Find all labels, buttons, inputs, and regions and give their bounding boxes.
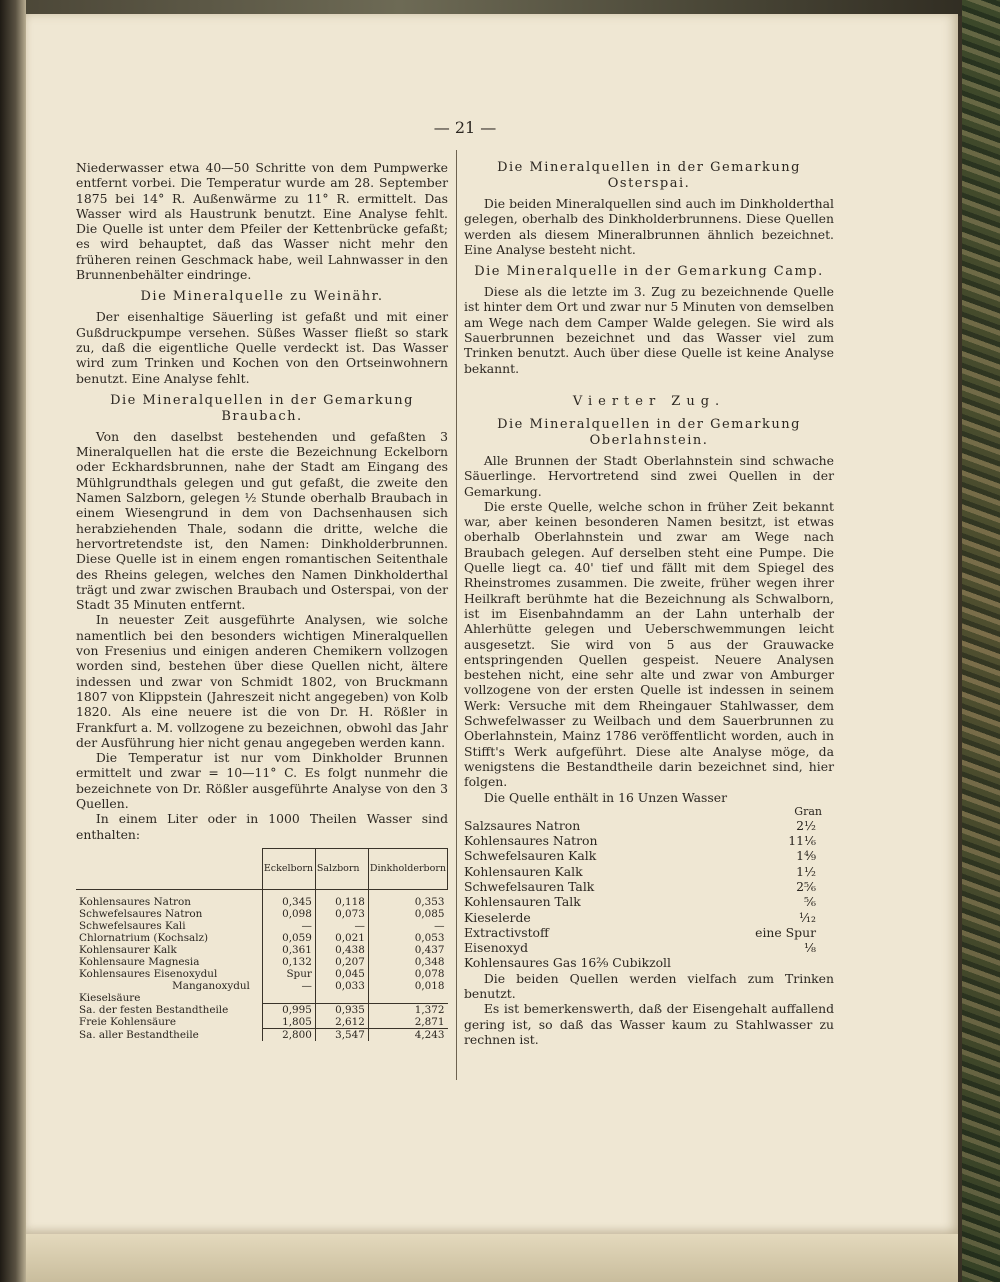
- table-row: [76, 908, 448, 920]
- cell: —: [262, 980, 315, 992]
- paragraph: Diese als die letzte im 3. Zug zu bezeichnende Quelle ist hinter dem Ort und zwar nur 5 Minuten von demselben am Wege nach dem Camper Walde gelegen. Sie wird als Sauerbrunnen bezeichnet und das Wasser viel zum Trinken benutzt. Auch über diese Quelle ist keine Analyse bekannt.: [464, 284, 834, 376]
- table-row: [76, 968, 448, 980]
- row-label: Manganoxydul: [172, 979, 250, 992]
- table-sum-row: [76, 1016, 448, 1029]
- section-heading-vierter-zug: Vierter Zug.: [572, 393, 726, 409]
- cell: [315, 992, 368, 1004]
- row-label: Kohlensaures Eisenoxydul: [79, 967, 218, 980]
- cell: —: [262, 920, 315, 932]
- paragraph: In einem Liter oder in 1000 Theilen Wasser sind enthalten:: [76, 811, 448, 842]
- list-item: Eisenoxyd ⅛: [464, 940, 816, 956]
- cell: 0,995: [262, 1004, 315, 1017]
- list-item: Kohlensaures Natron 11⅙: [464, 833, 816, 849]
- list-item: Kieselerde ¹⁄₁₂: [464, 909, 816, 925]
- column-header: Dinkholderborn: [368, 848, 447, 889]
- cell: 1,805: [262, 1016, 315, 1029]
- section-heading-braubach: Die Mineralquellen in der Gemarkung Braubach.: [110, 392, 414, 424]
- row-label: Sa. aller Bestandtheile: [79, 1028, 199, 1041]
- paragraph: Es ist bemerkenswerth, daß der Eisengehalt auffallend gering ist, so daß das Wasser kaum zu Stahlwasser zu rechnen ist.: [464, 1001, 834, 1047]
- list-item: Schwefelsauren Kalk 1⁴⁄₉: [464, 848, 816, 864]
- cell: 0,132: [262, 956, 315, 968]
- cell: 0,118: [315, 889, 368, 908]
- column-separator: [456, 150, 457, 1080]
- cell: 0,045: [315, 968, 368, 980]
- table-corner: [76, 848, 262, 889]
- row-label: Chlornatrium (Kochsalz): [79, 931, 209, 944]
- table-row: [76, 920, 448, 932]
- cell: 1,372: [368, 1004, 447, 1017]
- analysis-table: [76, 848, 448, 1042]
- table-sum-row: [76, 1029, 448, 1042]
- cell: 0,438: [315, 944, 368, 956]
- cell: 0,073: [315, 908, 368, 920]
- row-label: Kohlensaures Natron: [79, 895, 191, 908]
- row-label: Schwefelsaures Kali: [79, 919, 186, 932]
- cell: 2,800: [262, 1029, 315, 1042]
- list-item: Kohlensaures Gas 16²⁄₉ Cubikzoll: [464, 955, 671, 971]
- cell: [262, 992, 315, 1004]
- cell: 0,207: [315, 956, 368, 968]
- table-sum-row: [76, 1004, 448, 1017]
- list-item: Salzsaures Natron 2½: [464, 817, 816, 833]
- table-row: [76, 992, 448, 1004]
- list-item: Extractivstoff eine Spur: [464, 924, 816, 940]
- cell: 3,547: [315, 1029, 368, 1042]
- marbled-endpaper: [962, 0, 1000, 1282]
- paragraph: Die Quelle enthält in 16 Unzen Wasser: [483, 789, 728, 805]
- paragraph: Die beiden Quellen werden vielfach zum Trinken benutzt.: [464, 970, 834, 1002]
- cell: 0,021: [315, 932, 368, 944]
- cell: 2,871: [368, 1016, 447, 1029]
- cell: —: [368, 920, 447, 932]
- cell: 0,098: [262, 908, 315, 920]
- paragraph: Von den daselbst bestehenden und gefaßten 3 Mineralquellen hat die erste die Bezeichnung Eckelborn oder Eckhardsbrunnen, nahe der Stadt am Eingang des Mühlgrundthals gelegen und gut gefaßt, die zweite den Namen Salzborn, gelegen ½ Stunde oberhalb Braubach in einem Wiesengrund in dem von Dachsenhausen sich herabziehenden Thale, sodann die dritte, welche die hervortretendste ist, den Namen: Dinkholderbrunnen. Diese Quelle ist in einem engen romantischen Seitenthale des Rheins gelegen, welches den Namen Dinkholderthal trägt und zwar zwischen Braubach und Osterspai, von der Stadt 35 Minuten entfernt.: [76, 428, 448, 613]
- paragraph: Niederwasser etwa 40—50 Schritte von dem Pumpwerke entfernt vorbei. Die Temperatur wurde am 28. September 1875 bei 14° R. Außenwärme zu 11° R. ermittelt. Das Wasser wird als Haustrunk benutzt. Eine Analyse fehlt. Die Quelle ist unter dem Pfeiler der Kettenbrücke gefaßt; es wird behauptet, daß das Wasser nicht mehr den früheren reinen Geschmack habe, weil Lahnwasser in den Brunnenbehälter eindringe.: [76, 160, 448, 283]
- section-heading-weinaehr: Die Mineralquelle zu Weinähr.: [140, 289, 384, 305]
- cell: 0,059: [262, 932, 315, 944]
- row-label: Schwefelsaures Natron: [79, 907, 203, 920]
- section-heading-oberlahnstein: Die Mineralquellen in der Gemarkung Oberlahnstein.: [497, 416, 801, 448]
- page-bottom-edge: [26, 1234, 958, 1282]
- right-column: [464, 160, 834, 1047]
- cell: 0,018: [368, 980, 447, 992]
- cell: [368, 992, 447, 1004]
- paragraph: Die Temperatur ist nur vom Dinkholder Brunnen ermittelt und zwar = 10—11° C. Es folgt nunmehr die bezeichnete von Dr. Rößler ausgeführte Analyse von den 3 Quellen.: [76, 750, 448, 811]
- page-number: — 21 —: [433, 118, 497, 137]
- list-item: Kohlensauren Kalk 1½: [464, 863, 816, 879]
- unit-label: Gran: [794, 804, 822, 818]
- cell: 0,353: [368, 889, 447, 908]
- paragraph: Der eisenhaltige Säuerling ist gefaßt und mit einer Gußdruckpumpe versehen. Süßes Wasser fließt so stark zu, daß die eigentliche Quelle verdeckt ist. Das Wasser wird zum Trinken und Kochen von den Ortseinwohnern benutzt. Eine Analyse fehlt.: [76, 309, 448, 386]
- section-heading-osterspai: Die Mineralquellen in der Gemarkung Osterspai.: [497, 160, 801, 191]
- column-header: Salzborn: [315, 848, 368, 889]
- cell: 0,348: [368, 956, 447, 968]
- cell: 0,078: [368, 968, 447, 980]
- row-label: Sa. der festen Bestandtheile: [79, 1003, 229, 1016]
- paragraph: In neuester Zeit ausgeführte Analysen, wie solche namentlich bei den besonders wichtigen Mineralquellen von Fresenius und einigen anderen Chemikern vollzogen worden sind, bestehen über diese Quellen nicht, ältere indessen und zwar von Schmidt 1802, von Bruckmann 1807 von Klippstein (Jahreszeit nicht angegeben) von Kolb 1820. Als eine neuere ist die von Dr. H. Rößler in Frankfurt a. M. vollzogene zu bezeichnen, obwohl das Jahr der Ausführung hier nicht genau angegeben werden kann.: [76, 612, 448, 750]
- paragraph: Alle Brunnen der Stadt Oberlahnstein sind schwache Säuerlinge. Hervortretend sind zwei Quellen in der Gemarkung.: [464, 452, 834, 499]
- cell: 0,345: [262, 889, 315, 908]
- table-row: [76, 980, 448, 992]
- column-header: Eckelborn: [262, 848, 315, 889]
- cell: —: [315, 920, 368, 932]
- book-spine: [0, 0, 26, 1282]
- row-label: Kieselsäure: [79, 991, 141, 1004]
- table-row: [76, 932, 448, 944]
- table-row: [76, 956, 448, 968]
- analysis-list: [464, 818, 834, 971]
- cell: 0,437: [368, 944, 447, 956]
- cell: 0,935: [315, 1004, 368, 1017]
- list-item: Schwefelsauren Talk 2⅚: [464, 878, 816, 894]
- paragraph: Die beiden Mineralquellen sind auch im Dinkholderthal gelegen, oberhalb des Dinkholderbrunnens. Diese Quellen werden als diesem Mineralbrunnen ähnlich bezeichnet. Eine Analyse besteht nicht.: [464, 196, 834, 257]
- cell: 0,053: [368, 932, 447, 944]
- row-label: Kohlensaure Magnesia: [79, 955, 200, 968]
- cell: 0,085: [368, 908, 447, 920]
- row-label: Kohlensaurer Kalk: [79, 943, 177, 956]
- row-label: Freie Kohlensäure: [79, 1016, 177, 1029]
- cell: Spur: [262, 968, 315, 980]
- section-heading-camp: Die Mineralquelle in der Gemarkung Camp.: [474, 264, 824, 280]
- list-item: Kohlensauren Talk ⅚: [464, 894, 816, 910]
- cell: 0,033: [315, 980, 368, 992]
- left-column: [76, 160, 448, 1041]
- table-row: [76, 889, 448, 908]
- table-row: [76, 944, 448, 956]
- paragraph: Die erste Quelle, welche schon in früher Zeit bekannt war, aber keinen besonderen Namen besitzt, ist etwas oberhalb Oberlahnstein und zwar am Wege nach Braubach gelegen. Auf derselben steht eine Pumpe. Die Quelle liegt ca. 40' tief und fällt mit dem Spiegel des Rheinstromes zusammen. Die zweite, früher wegen ihrer Heilkraft berühmte hat die Bezeichnung als Schwalborn, ist im Eisenbahndamm an der Lahn unterhalb der Ahlerhütte gelegen und Ueberschwemmungen leicht ausgesetzt. Sie wird von 5 aus der Grauwacke entspringenden Quellen gespeist. Neuere Analysen bestehen nicht, eine sehr alte und zwar von Amburger vollzogene von der ersten Quelle ist indessen in seinem Werk: Versuche mit dem Rheingauer Stahlwasser, dem Schwefelwasser zu Weilbach und dem Sauerbrunnen zu Oberlahnstein, Mainz 1786 veröffentlicht worden, auch in Stifft's Werk aufgeführt. Diese alte Analyse möge, da wenigstens die Bestandtheile darin bezeichnet sind, hier folgen.: [464, 498, 834, 790]
- cell: 4,243: [368, 1029, 447, 1042]
- cell: 0,361: [262, 944, 315, 956]
- cell: 2,612: [315, 1016, 368, 1029]
